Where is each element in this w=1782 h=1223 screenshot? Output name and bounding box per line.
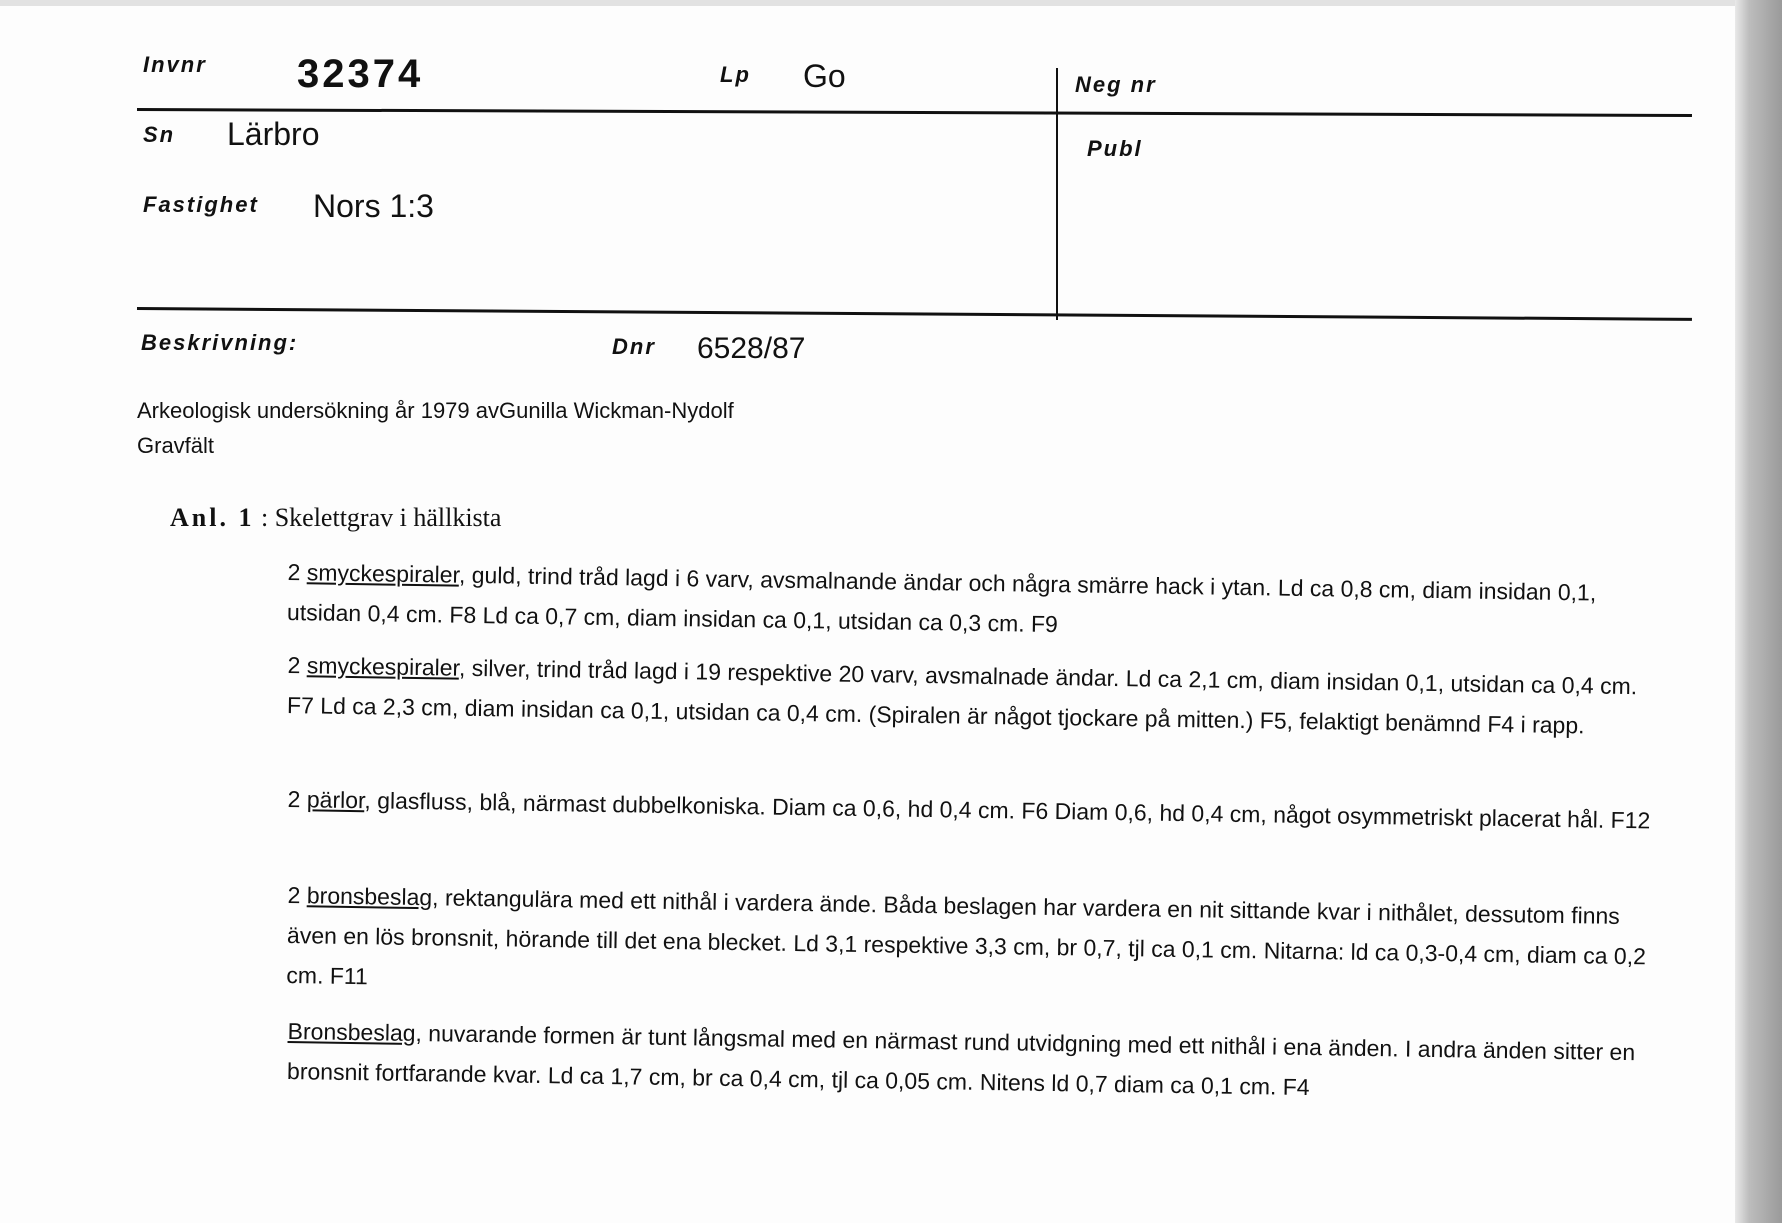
find-text: , nuvarande formen är tunt långsmal med en närmast rund utvidgning med ett nithål i ena änden. I andra änden sitter en bronsnit fortfarande kvar. Ld ca 1,7 cm, br ca 0,4 cm, tjl ca 0,05 cm. Nitens ld 0,7 diam ca 0,1 cm. F4 [286, 1020, 1636, 1101]
find-name: Bronsbeslag [287, 1017, 416, 1047]
anlaggning-label: Anl. 1 [170, 503, 255, 532]
find-name: smyckespiraler [306, 559, 460, 588]
fastighet-value: Nors 1:3 [313, 188, 434, 224]
card-right-edge [1735, 0, 1782, 1223]
sn-value: Lärbro [227, 116, 320, 152]
lp-label: Lp [720, 62, 751, 87]
find-text: , glasfluss, blå, närmast dubbelkoniska. Diam ca 0,6, hd 0,4 cm. F6 Diam 0,6, hd 0,4 cm, något osymmetriskt placerat hål. F12 [364, 787, 1651, 834]
find-prefix: 2 [287, 558, 308, 586]
find-prefix: 2 [287, 785, 308, 813]
card-top-edge [0, 0, 1740, 6]
find-prefix: 2 [287, 651, 308, 679]
find-name: bronsbeslag [306, 882, 433, 911]
find-entry-2 [287, 645, 1658, 747]
lp-value: Go [803, 58, 846, 94]
dnr-value: 6528/87 [697, 332, 806, 365]
find-name: smyckespiraler [306, 652, 460, 681]
find-entry-3 [287, 779, 1657, 841]
invnr-value: 32374 [297, 52, 424, 96]
find-text: , rektangulära med ett nithål i vardera ände. Båda beslagen har vardera en nit sittande kvar i nithålet, dessutom finns även en lös bronsnit, hörande till det ena blecket. Ld 3,1 respektive 3,3 cm, br 0,7, tjl ca 0,1 cm. Nitarna: ld ca 0,3-0,4 cm, diam ca 0,2 cm. F11 [286, 884, 1647, 990]
find-text: , silver, trind tråd lagd i 19 respektive 20 varv, avsmalnade ändar. Ld ca 2,1 cm, diam insidan 0,1, utsidan ca 0,4 cm. F7 Ld ca 2,3 cm, diam insidan ca 0,1, utsidan ca 0,4 cm. (Spiralen är något tjockare på mitten.) F5, felaktigt benämnd F4 i rapp. [286, 654, 1638, 739]
description-line-1: Arkeologisk undersökning år 1979 avGunilla Wickman-Nydolf [137, 398, 734, 423]
find-entry-5 [287, 1011, 1658, 1113]
invnr-label: Invnr [143, 52, 207, 77]
fastighet-label: Fastighet [143, 192, 259, 217]
find-text: , guld, trind tråd lagd i 6 varv, avsmalnande ändar och några smärre hack i ytan. Ld ca 0,8 cm, diam insidan 0,1, utsidan 0,4 cm. F8 Ld ca 0,7 cm, diam insidan ca 0,1, utsidan ca 0,3 cm. F9 [286, 561, 1597, 638]
anlaggning-title: Skelettgrav i hällkista [274, 503, 502, 532]
find-entry-1 [287, 552, 1658, 654]
publ-label: Publ [1087, 136, 1143, 161]
rule-description [137, 307, 1692, 321]
rule-header [137, 108, 1692, 117]
anlaggning-separator: : [260, 503, 269, 532]
find-prefix: 2 [287, 881, 308, 909]
rule-vertical [1056, 68, 1058, 320]
find-name: pärlor [306, 786, 365, 814]
find-entry-4 [286, 875, 1658, 1017]
anlaggning-heading [170, 503, 501, 533]
sn-label: Sn [143, 122, 176, 147]
negnr-label: Neg nr [1075, 72, 1157, 97]
beskrivning-label: Beskrivning: [141, 330, 299, 355]
description-line-2: Gravfält [137, 433, 215, 458]
dnr-label: Dnr [612, 334, 656, 359]
